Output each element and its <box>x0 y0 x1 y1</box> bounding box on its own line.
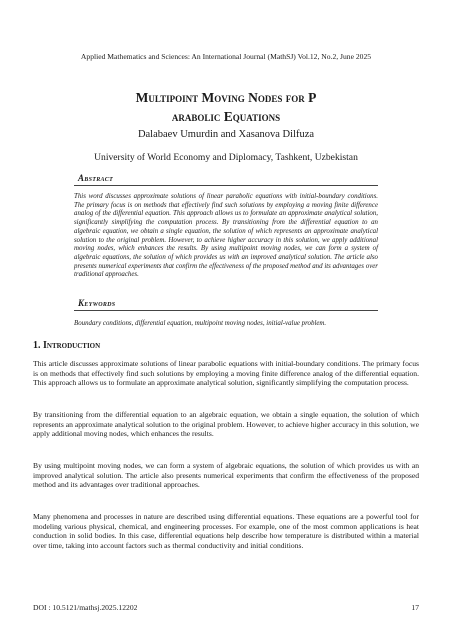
keywords-text: Boundary conditions, differential equation, multipoint moving nodes, initial-value problem. <box>74 320 327 327</box>
journal-header: Applied Mathematics and Sciences: An International Journal (MathSJ) Vol.12, No.2, June 2025 <box>80 52 372 61</box>
paper-affiliation: University of World Economy and Diplomacy, Tashkent, Uzbekistan <box>94 152 358 163</box>
introduction-heading: 1. Introduction <box>33 340 101 351</box>
intro-paragraph-1: This article discusses approximate solutions of linear parabolic equations with initial-boundary conditions. The primary focus is on methods that effectively find such solutions by employing a moving finite difference analog of the differential equation. This approach allows us to formulate an approximate analytical solution, significantly simplifying the computation process. <box>33 359 419 387</box>
paper-title <box>40 88 412 126</box>
intro-paragraph-2: By transitioning from the differential equation to an algebraic equation, we obtain a single equation, the solution of which represents an approximate analytical solution to the original problem. However, to achieve higher accuracy in this solution, we apply additional moving nodes, which enhances the results. <box>33 410 419 438</box>
paper-authors: Dalabaev Umurdin and Xasanova Dilfuza <box>137 129 315 140</box>
paper-title-line-2: arabolic Equations <box>171 109 281 124</box>
paper-title-line-1: Multipoint Moving Nodes for P <box>135 90 317 105</box>
intro-paragraph-3: By using multipoint moving nodes, we can form a system of algebraic equations, the solution of which provides us with an improved analytical solution. The article also presents numerical experiments that confirm the effectiveness of the proposed method and its advantages over traditional approaches. <box>33 461 419 489</box>
keywords-rule <box>74 310 378 311</box>
doi-link[interactable]: DOI : 10.5121/mathsj.2025.12202 <box>33 603 138 612</box>
abstract-heading: Abstract <box>78 173 114 183</box>
abstract-text: This word discusses approximate solutions of linear parabolic equations with initial-boundary conditions. The primary focus is on methods that effectively find such solutions by employing a moving finite difference analog of the differential equation. This approach allows us to formulate an approximate analytical solution, significantly simplifying the computation process. By transitioning from the differential equation to an algebraic equation, we obtain a single equation, the solution of which represents an approximate analytical solution to the original problem. However, to achieve higher accuracy in this solution, we apply additional moving nodes, which enhances the results. By using multipoint moving nodes, we can form a system of algebraic equations, the solution of which provides us with an improved analytical solution. The article also presents numerical experiments that confirm the effectiveness of the proposed method and its advantages over traditional approaches. <box>74 193 378 279</box>
page-number: 17 <box>411 603 419 612</box>
intro-paragraph-4: Many phenomena and processes in nature are described using differential equations. These equations are a powerful tool for modeling various physical, chemical, and engineering processes. For example, one of the most common applications is heat conduction in solid bodies. In this case, differential equations help describe how temperature is distributed within a material over time, taking into account factors such as thermal conductivity and initial conditions. <box>33 512 419 550</box>
keywords-heading: Keywords <box>78 298 116 308</box>
abstract-rule <box>74 185 378 186</box>
